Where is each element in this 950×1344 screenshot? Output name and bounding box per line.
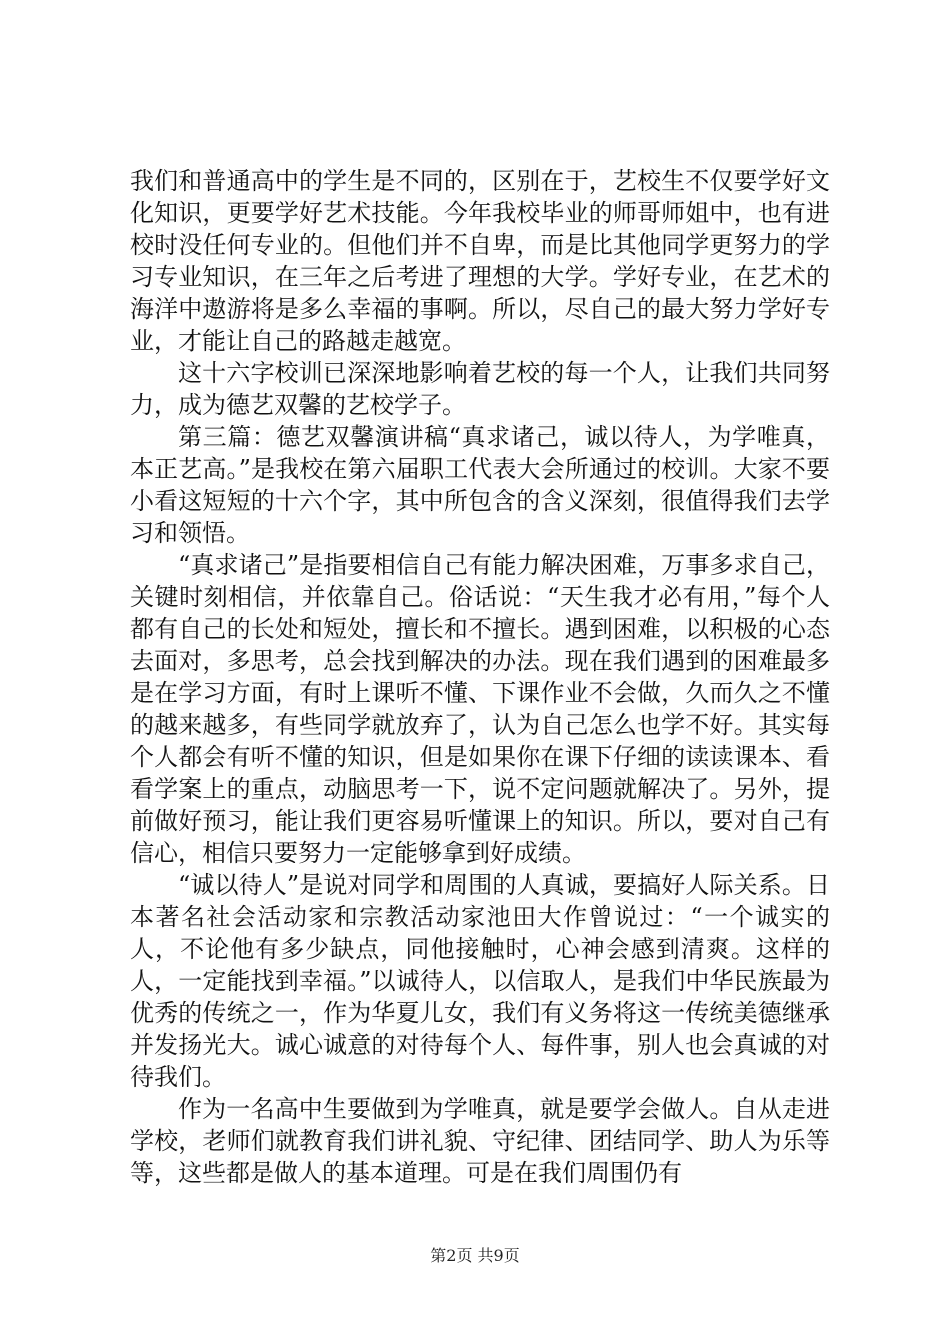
paragraph-3: 第三篇：德艺双馨演讲稿“真求诸己，诚以待人，为学唯真，本正艺高。”是我校在第六届职工代表大会所通过的校训。大家不要小看这短短的十六个字，其中所包含的含义深刻，很值得我们去学习和领悟。 [130,423,830,547]
paragraph-4: “真求诸己”是指要相信自己有能力解决困难，万事多求自己，关键时刻相信，并依靠自己。俗话说：“天生我才必有用，”每个人都有自己的长处和短处，擅长和不擅长。遇到困难，以积极的心态去面对，多思考，总会找到解决的办法。现在我们遇到的困难最多是在学习方面，有时上课听不懂、下课作业不会做，久而久之不懂的越来越多，有些同学就放弃了，认为自己怎么也学不好。其实每个人都会有听不懂的知识，但是如果你在课下仔细的读读课本、看看学案上的重点，动脑思考一下，说不定问题就解决了。另外，提前做好预习，能让我们更容易听懂课上的知识。所以，要对自己有信心，相信只要努力一定能够拿到好成绩。 [130,551,830,867]
paragraph-1: 我们和普通高中的学生是不同的，区别在于，艺校生不仅要学好文化知识，更要学好艺术技能。今年我校毕业的师哥师姐中，也有进校时没任何专业的。但他们并不自卑，而是比其他同学更努力的学习专业知识，在三年之后考进了理想的大学。学好专业，在艺术的海洋中遨游将是多么幸福的事啊。所以，尽自己的最大努力学好专业，才能让自己的路越走越宽。 [130,167,830,355]
page-number-footer: 第2页 共9页 [430,1246,520,1265]
paragraph-5: “诚以待人”是说对同学和周围的人真诚，要搞好人际关系。日本著名社会活动家和宗教活动家池田大作曾说过：“一个诚实的人，不论他有多少缺点，同他接触时，心神会感到清爽。这样的人，一定能找到幸福。”以诚待人，以信取人，是我们中华民族最为优秀的传统之一，作为华夏儿女，我们有义务将这一传统美德继承并发扬光大。诚心诚意的对待每个人、每件事，别人也会真诚的对待我们。 [130,871,830,1091]
paragraph-2: 这十六字校训已深深地影响着艺校的每一个人，让我们共同努力，成为德艺双馨的艺校学子。 [130,359,830,419]
paragraph-6: 作为一名高中生要做到为学唯真，就是要学会做人。自从走进学校，老师们就教育我们讲礼貌、守纪律、团结同学、助人为乐等等，这些都是做人的基本道理。可是在我们周围仍有 [130,1095,830,1187]
body-text [130,165,830,1189]
